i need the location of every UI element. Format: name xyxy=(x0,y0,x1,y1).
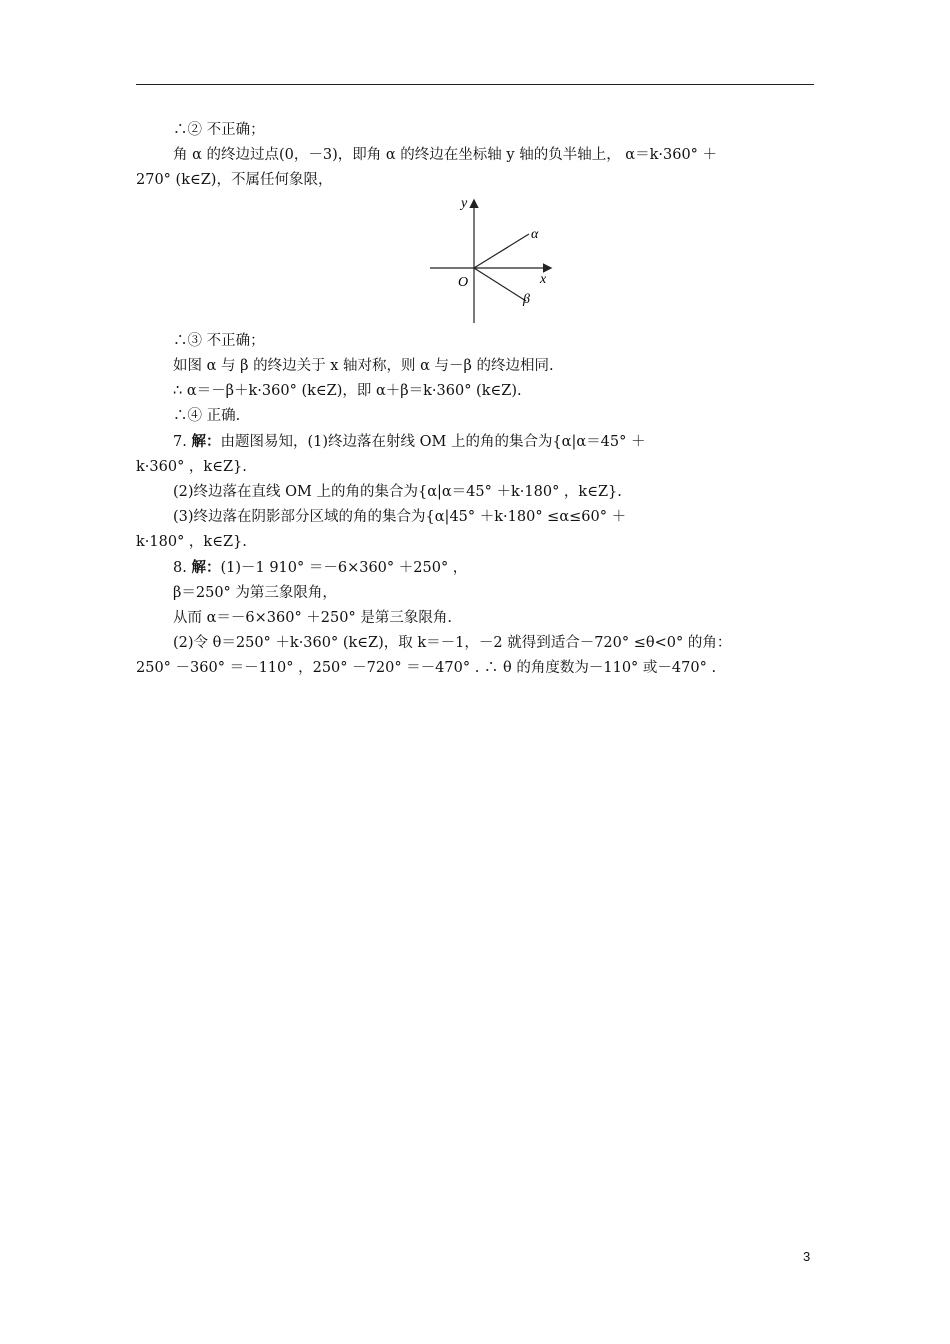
question-number: 7. xyxy=(173,434,187,450)
origin-label: O xyxy=(458,275,469,290)
text-line: β＝250° 为第三象限角， xyxy=(173,585,337,601)
text-line: (3)终边落在阴影部分区域的角的集合为{α|45° ＋k·180° ≤α≤60° ＋ xyxy=(173,509,627,525)
text-line: 角 α 的终边过点(0，－3)，即角 α 的终边在坐标轴 y 轴的负半轴上， α＝k·360° ＋ xyxy=(173,147,718,163)
text-line: 由题图易知，(1)终边落在射线 OM 上的角的集合为{α|α＝45° ＋ xyxy=(220,434,646,450)
text-line: 从而 α＝－6×360° ＋250° 是第三象限角. xyxy=(173,610,452,626)
text-line: ∴③ 不正确； xyxy=(173,333,265,349)
solution-label: 解： xyxy=(191,433,221,450)
question-7-line xyxy=(136,429,814,455)
y-label: y xyxy=(461,196,468,211)
text-line: (1)－1 910° ＝－6×360° ＋250° ， xyxy=(220,560,468,576)
text-line: 270° (k∈Z)，不属任何象限， xyxy=(136,172,333,188)
text-line: 如图 α 与 β 的终边关于 x 轴对称，则 α 与－β 的终边相同. xyxy=(173,358,554,374)
solution-label: 解： xyxy=(191,559,221,576)
alpha-label: α xyxy=(531,227,539,242)
beta-label: β xyxy=(523,292,530,307)
question-number: 8. xyxy=(173,560,187,576)
text-line: ∴④ 正确. xyxy=(173,408,241,424)
question-8-line xyxy=(136,555,814,581)
x-label: x xyxy=(540,272,547,287)
text-line: (2)令 θ＝250° ＋k·360° (k∈Z)，取 k＝－1，－2 就得到适合－720° ≤θ<0° 的角： xyxy=(173,635,732,651)
text-line: k·180° ，k∈Z}. xyxy=(136,534,247,550)
page-number: 3 xyxy=(803,1249,811,1264)
text-line: k·360° ，k∈Z}. xyxy=(136,459,247,475)
text-line: ∴ α＝－β＋k·360° (k∈Z)，即 α＋β＝k·360° (k∈Z). xyxy=(173,383,522,399)
angle-figure xyxy=(136,195,814,325)
alpha-ray xyxy=(474,234,529,268)
header-rule xyxy=(136,84,814,85)
angle-diagram xyxy=(424,195,564,325)
document-body xyxy=(136,118,814,681)
text-line: 250° －360° ＝－110° ，250° －720° ＝－470° . ∴ θ 的角度数为－110° 或－470° . xyxy=(136,660,717,676)
text-line: ∴② 不正确； xyxy=(173,122,265,138)
text-line: (2)终边落在直线 OM 上的角的集合为{α|α＝45° ＋k·180° ，k∈Z}. xyxy=(173,484,622,500)
beta-ray xyxy=(474,268,526,301)
